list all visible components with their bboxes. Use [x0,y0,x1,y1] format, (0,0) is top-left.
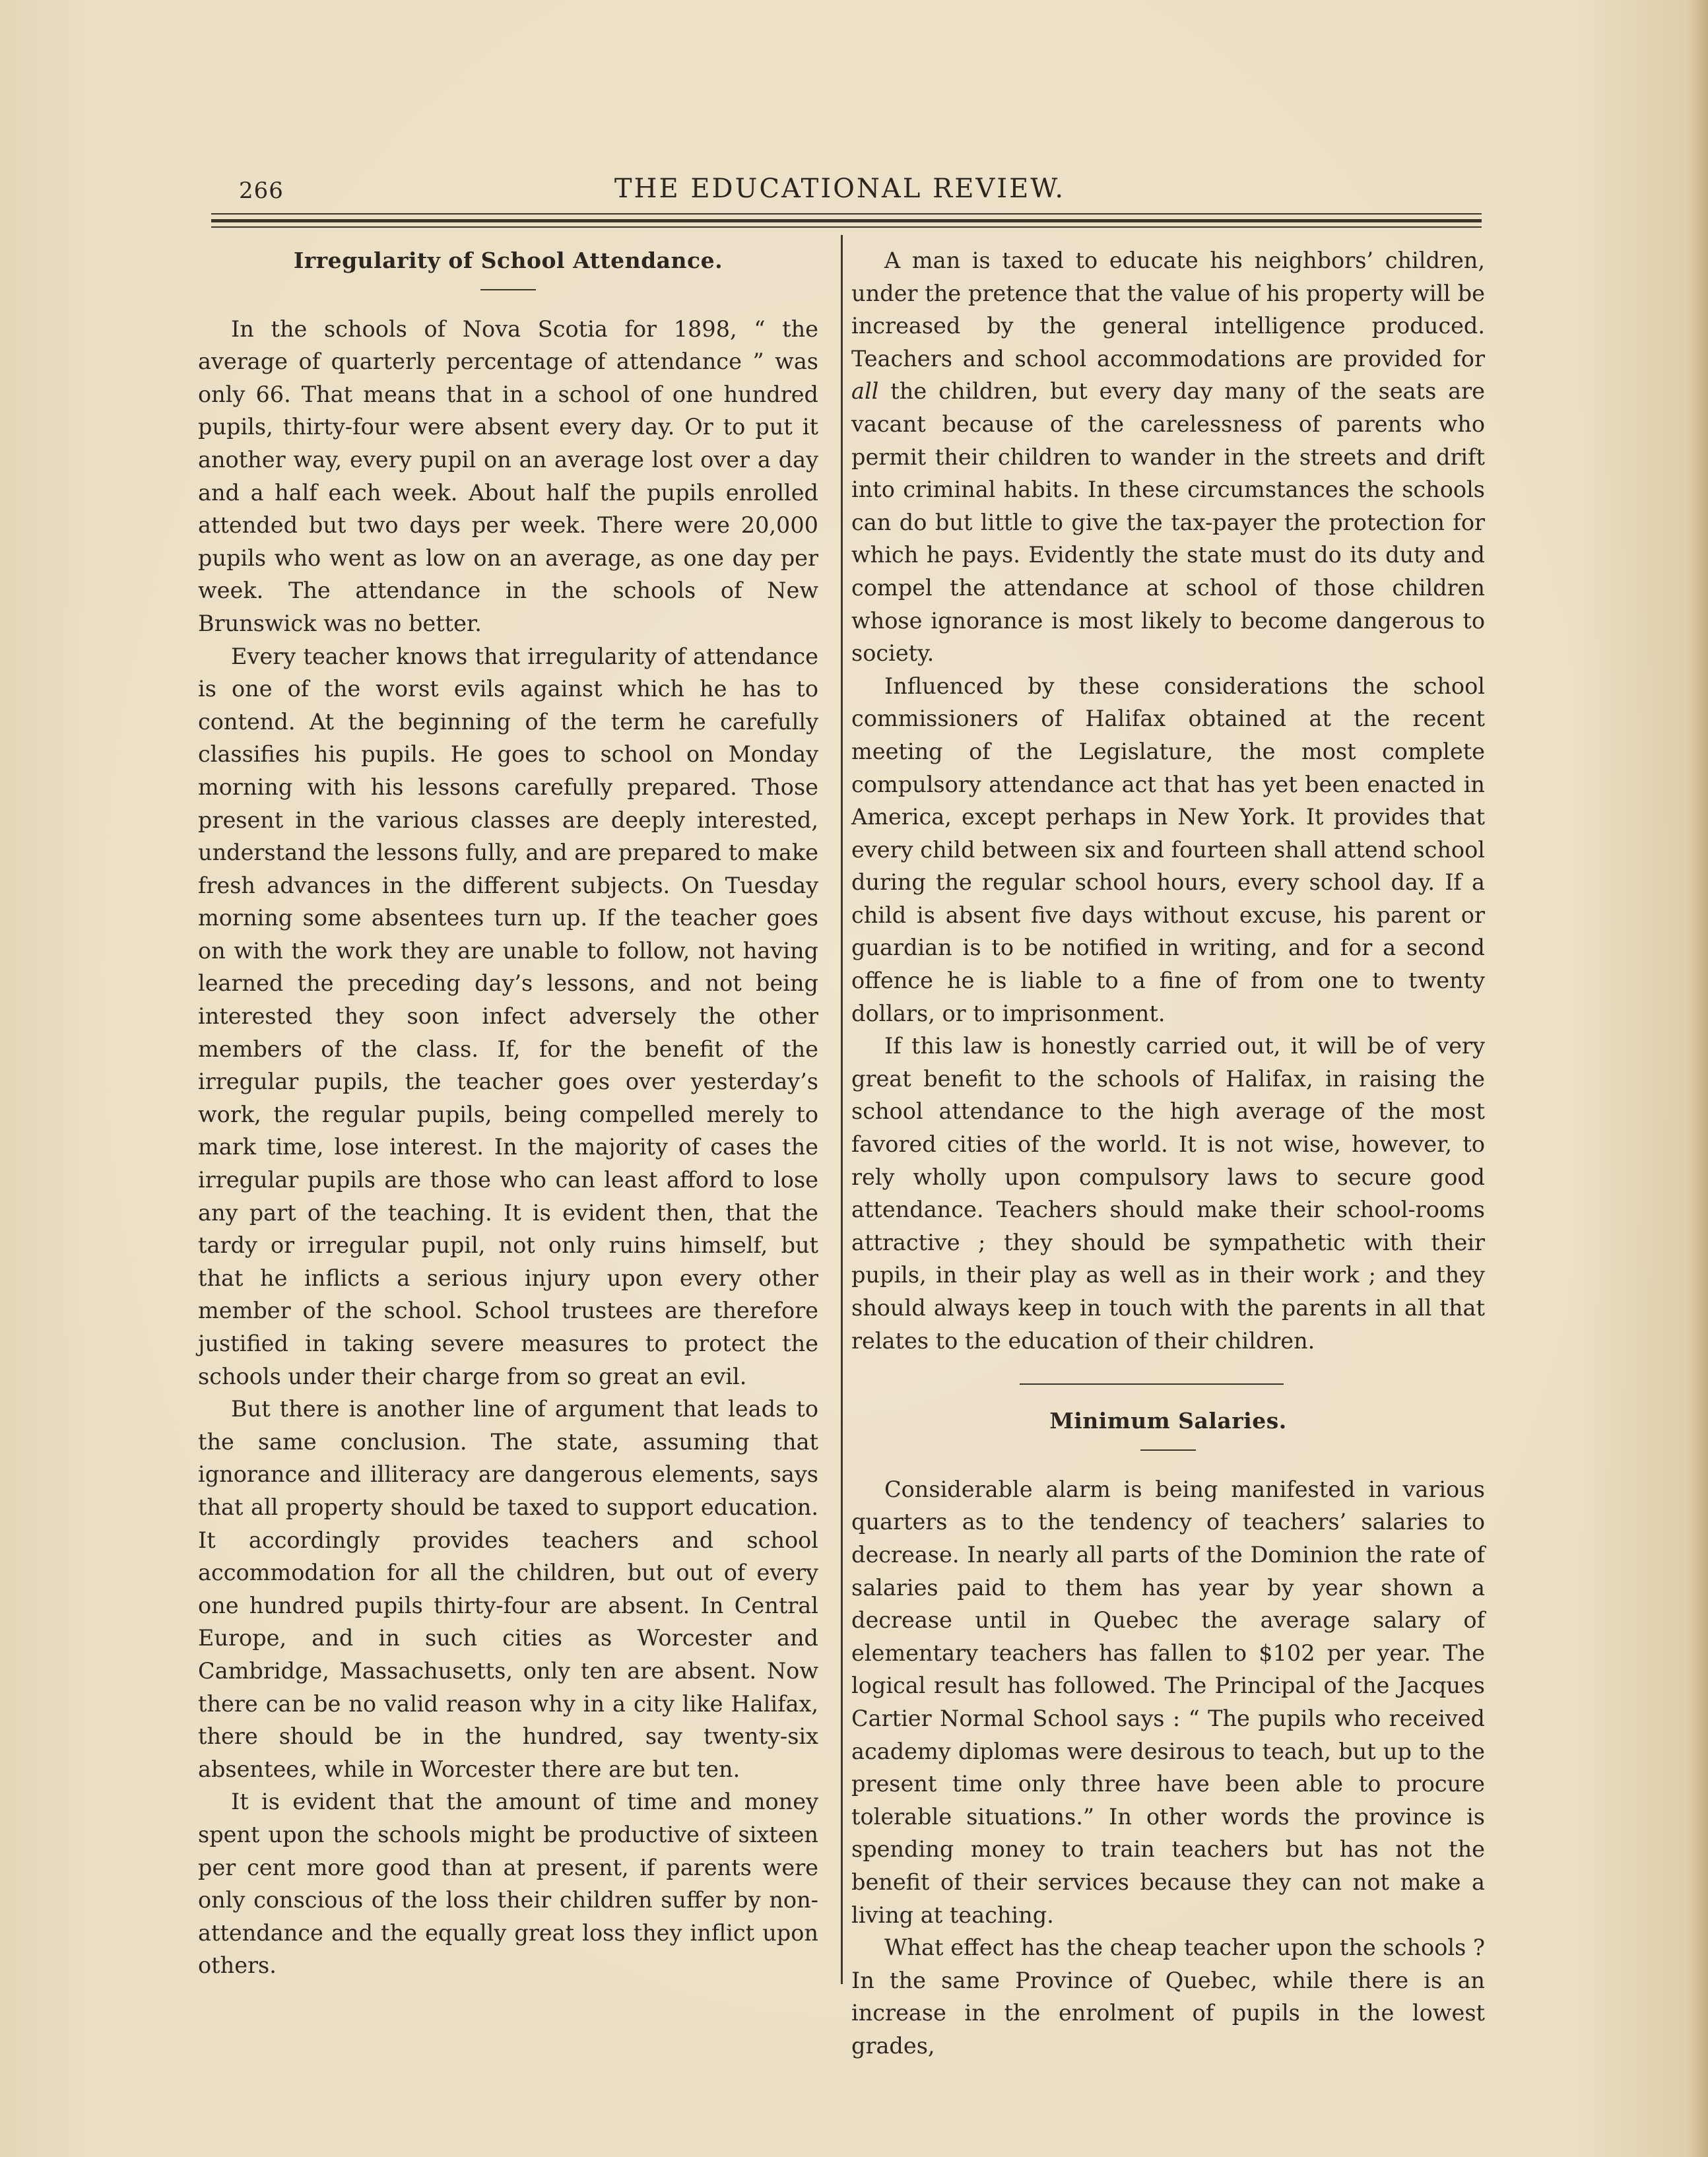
emphasis-text: all [851,378,879,405]
header-rule-thin-bottom [211,226,1482,228]
article-paragraph [851,244,1485,670]
article-title-minimum-salaries: Minimum Salaries. [1049,1408,1287,1434]
page-edge-shadow [1688,0,1708,2157]
article-title-irregularity: Irregularity of School Attendance. [293,248,723,273]
header-rule-thin-top [211,213,1482,215]
article-paragraph: Influenced by these considerations the school commissioners of Halifax obtained at the recent meeting of the Legislature, the most complete compulsory attendance act that has yet been enacted in America, except perhaps in New York. It provides that every child between six and fourteen shall attend school during the regular school hours, every school day. If a child is absent five days without excuse, his parent or guardian is to be notified in writing, and for a second offence he is liable to a fine of from one to twenty dollars, or to imprisonment. [851,673,1485,1026]
left-column [198,244,818,1982]
article-paragraph: But there is another line of argument that leads to the same conclusion. The state, assuming that ignorance and illiteracy are dangerous elements, says that all property should be taxed to support education. It accordingly provides teachers and school accommodation for all the children, but out of every one hundred pupils thirty-four are absent. In Central Europe, and in such cities as Worcester and Cambridge, Massachusetts, only ten are absent. Now there can be no valid reason why in a city like Halifax, there should be in the hundred, say twenty-six absentees, while in Worcester there are but ten. [198,1396,818,1782]
article-paragraph: It is evident that the amount of time and money spent upon the schools might be productive of sixteen per cent more good than at present, if parents were only conscious of the loss their children suffer by non-attendance and the equally great loss they inflict upon others. [198,1789,818,1979]
page-number: 266 [239,178,284,204]
title-underline-rule [480,289,536,290]
header-rule-thick [211,219,1482,222]
text-run: the children, but every day many of the seats are vacant because of the carelessness of parents who permit their children to wander in the streets and drift into criminal habits. In these circumstances the schools can do but little to give the tax-payer the protection for which he pays. Evidently the state must do its duty and compel the attendance at school of those children whose ignorance is most likely to become dangerous to society. [851,378,1485,667]
running-header [198,168,1482,208]
section-separator-rule [1020,1383,1284,1385]
text-run: A man is taxed to educate his neighbors’ children, under the pretence that the value of his property will be increased by the general intelligence produced. Teachers and school accommodations are provided for [851,248,1485,372]
article-paragraph: In the schools of Nova Scotia for 1898, “ the average of quarterly percentage of attendance ” was only 66. That means that in a school of one hundred pupils, thirty-four were absent every day. Or to put it another way, every pupil on an average lost over a day and a half each week. About half the pupils enrolled attended but two days per week. There were 20,000 pupils who went as low on an average, as one day per week. The attendance in the schools of New Brunswick was no better. [198,315,818,636]
article-paragraph: If this law is honestly carried out, it will be of very great benefit to the schools of Halifax, in raising the school attendance to the high average of the most favored cities of the world. It is not wise, however, to rely wholly upon compulsory laws to secure good attendance. Teachers should make their school-rooms attractive ; they should be sympathetic with their pupils, in their play as well as in their work ; and they should always keep in touch with the parents in all that relates to the education of their children. [851,1033,1485,1354]
article-paragraph: What effect has the cheap teacher upon the schools ? In the same Province of Quebec, while there is an increase in the enrolment of pupils in the lowest grades, [851,1935,1485,2059]
journal-title: THE EDUCATIONAL REVIEW. [614,174,1066,204]
title-underline-rule [1140,1449,1196,1451]
article-paragraph: Every teacher knows that irregularity of attendance is one of the worst evils against which he has to contend. At the beginning of the term he carefully classifies his pupils. He goes to school on Monday morning with his lessons carefully prepared. Those present in the various classes are deeply interested, understand the lessons fully, and are prepared to make fresh advances in the different subjects. On Tuesday morning some absentees turn up. If the teacher goes on with the work they are unable to follow, not having learned the preceding day’s lessons, and not being interested they soon infect adversely the other members of the class. If, for the benefit of the irregular pupils, the teacher goes over yesterday’s work, the regular pupils, being compelled merely to mark time, lose interest. In the majority of cases the irregular pupils are those who can least afford to lose any part of the teaching. It is evident then, that the tardy or irregular pupil, not only ruins himself, but that he inflicts a serious injury upon every other member of the school. School trustees are therefore justified in taking severe measures to protect the schools under their charge from so great an evil. [198,643,818,1389]
right-column [851,244,1485,2062]
article-paragraph: Considerable alarm is being manifested in various quarters as to the tendency of teachers’ salaries to decrease. In nearly all parts of the Dominion the rate of salaries paid to them has year by year shown a decrease until in Quebec the average salary of elementary teachers has fallen to $102 per year. The logical result has followed. The Principal of the Jacques Cartier Normal School says : “ The pupils who received academy diplomas were desirous to teach, but up to the present time only three have been able to procure tolerable situations.” In other words the province is spending money to train teachers but has not the benefit of their services because they can not make a living at teaching. [851,1476,1485,1928]
column-divider [841,235,843,1984]
